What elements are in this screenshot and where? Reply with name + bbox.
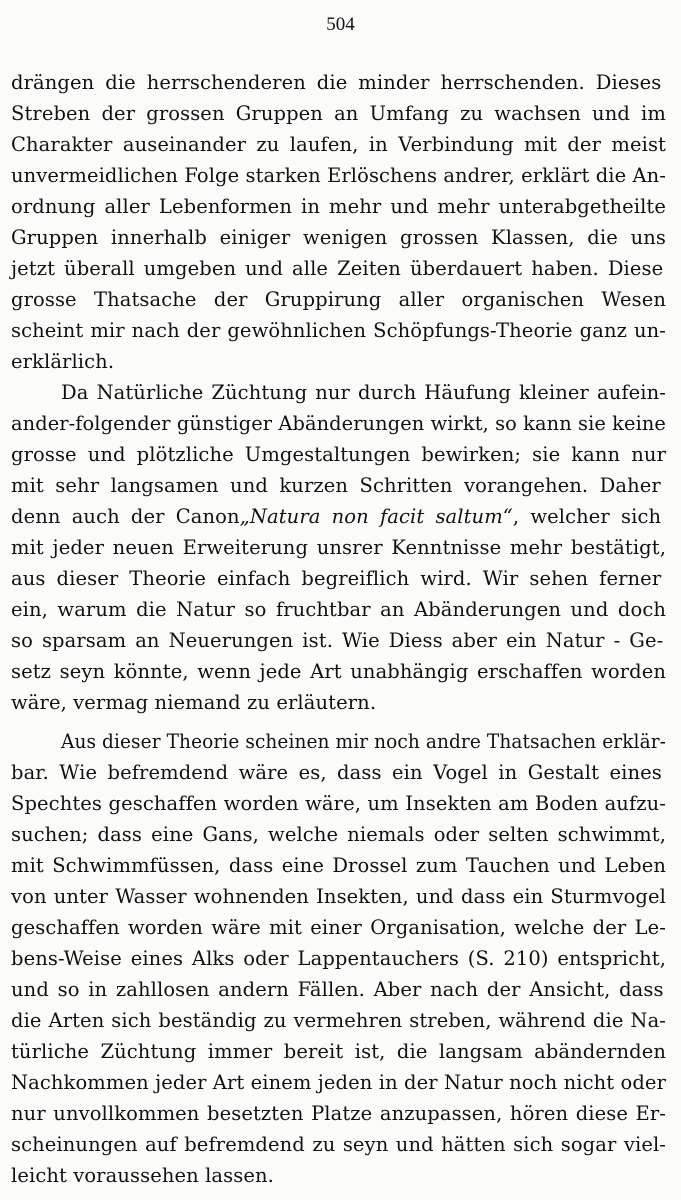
- line-text: mit jeder neuen Erweiterung unsrer Kenntnisse mehr bestätigt,: [11, 536, 666, 559]
- line-text: grosse und plötzliche Umgestaltungen bewirken; sie kann nur: [11, 443, 666, 466]
- line-text: unvermeidlichen Folge starken Erlöschens andrer, erklärt die An-: [11, 164, 666, 187]
- line-text: setz seyn könnte, wenn jede Art unabhängig erschaffen worden: [11, 660, 666, 683]
- line-text-after: , welcher sich: [512, 505, 662, 528]
- line-text: jetzt überall umgeben und alle Zeiten überdauert haben. Diese: [11, 257, 664, 280]
- line-text: Charakter auseinander zu laufen, in Verbindung mit der meist: [11, 133, 666, 156]
- line-text: suchen; dass eine Gans, welche niemals oder selten schwimmt,: [11, 823, 666, 846]
- line-text: scheinungen auf befremdend zu seyn und hätten sich sogar viel-: [11, 1133, 666, 1156]
- line-text: mit Schwimmfüssen, dass eine Drossel zum Tauchen und Leben: [11, 854, 666, 877]
- line-text: und so in zahllosen andern Fällen. Aber nach der Ansicht, dass: [11, 978, 664, 1001]
- page-number: 504: [326, 14, 355, 35]
- line-text: bens-Weise eines Alks oder Lappentauchers (S. 210) entspricht,: [11, 947, 666, 970]
- line-text: die Arten sich beständig zu vermehren streben, während die Na-: [11, 1009, 666, 1032]
- line-text: aus dieser Theorie einfach begreiflich wird. Wir sehen ferner: [11, 567, 662, 590]
- line-text: ander-folgender günstiger Abänderungen wirkt, so kann sie keine: [11, 412, 666, 435]
- line-text: drängen die herrschenderen die minder herrschenden. Dieses: [11, 71, 662, 94]
- line-text: leicht voraussehen lassen.: [11, 1164, 274, 1187]
- line-text: Streben der grossen Gruppen an Umfang zu wachsen und im: [11, 102, 666, 125]
- line-text: türliche Züchtung immer bereit ist, die langsam abändernden: [11, 1040, 666, 1063]
- line-text: geschaffen worden wäre mit einer Organisation, welche der Le-: [11, 916, 666, 939]
- line-text: Gruppen innerhalb einiger wenigen grossen Klassen, die uns: [11, 226, 666, 249]
- line-text: wäre, vermag niemand zu erläutern.: [11, 691, 377, 714]
- line-text: grosse Thatsache der Gruppirung aller organischen Wesen: [11, 288, 666, 311]
- line-text: ein, warum die Natur so fruchtbar an Abänderungen und doch: [11, 598, 666, 621]
- line-text: nur unvollkommen besetzten Platze anzupassen, hören diese Er-: [11, 1102, 666, 1125]
- line-text: Aus dieser Theorie scheinen mir noch andre Thatsachen erklär-: [61, 730, 666, 753]
- line-text: scheint mir nach der gewöhnlichen Schöpfungs-Theorie ganz un-: [11, 319, 666, 342]
- line-text: Da Natürliche Züchtung nur durch Häufung kleiner aufein-: [61, 381, 666, 404]
- italic-quote: „Natura non facit saltum“: [239, 505, 513, 528]
- line-text: denn auch der Canon: [11, 505, 240, 528]
- line-text: erklärlich.: [11, 350, 115, 373]
- line-text: von unter Wasser wohnenden Insekten, und dass ein Sturmvogel: [11, 885, 666, 908]
- line-text: Spechtes geschaffen worden wäre, um Insekten am Boden aufzu-: [11, 792, 666, 815]
- line-text: bar. Wie befremdend wäre es, dass ein Vogel in Gestalt eines: [11, 761, 662, 784]
- line-text: Nachkommen jeder Art einem jeden in der Natur noch nicht oder: [11, 1071, 666, 1094]
- line-text: ordnung aller Lebenformen in mehr und mehr unterabgetheilte: [11, 195, 666, 218]
- line-text: so sparsam an Neuerungen ist. Wie Diess aber ein Natur - Ge-: [11, 629, 664, 652]
- line-text: mit sehr langsamen und kurzen Schritten vorangehen. Daher: [11, 474, 661, 497]
